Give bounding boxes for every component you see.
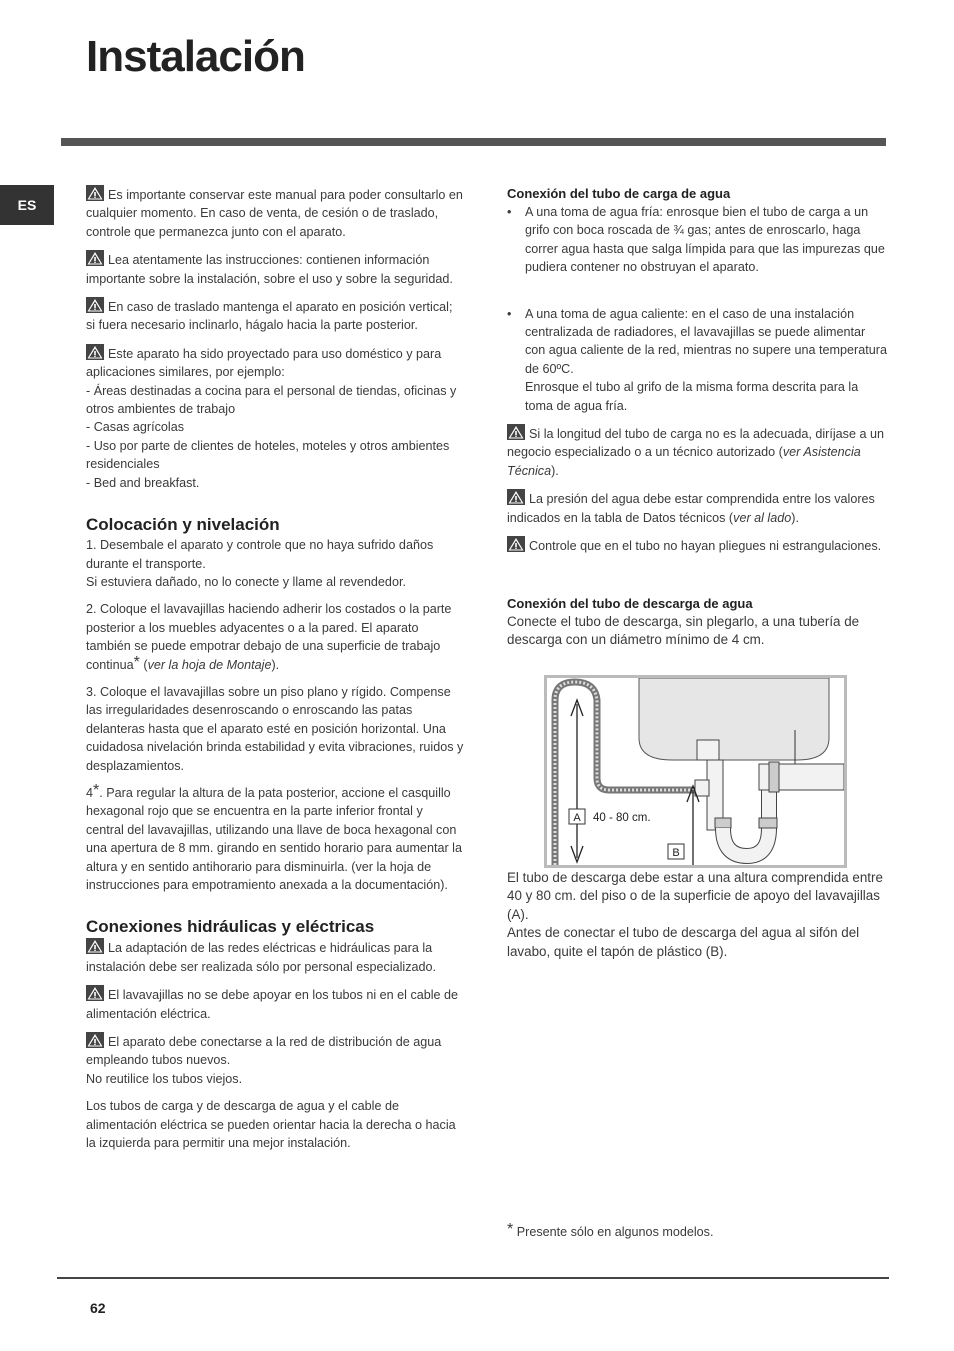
warning-paragraph: Lea atentamente las instrucciones: contienen información importante sobre la instalación, sobre el uso y sobre la seguridad. <box>86 250 464 288</box>
warning-icon <box>507 489 525 505</box>
height-range-label: 40 - 80 cm. <box>593 812 651 824</box>
warning-icon <box>86 1032 104 1048</box>
warning-paragraph: El lavavajillas no se debe apoyar en los tubos ni en el cable de alimentación eléctrica. <box>86 985 464 1023</box>
left-column <box>86 185 464 1161</box>
language-tab: ES <box>0 185 54 225</box>
asterisk: * <box>133 653 140 671</box>
page-title: Instalación <box>86 32 305 81</box>
usage-item: - Áreas destinadas a cocina para el personal de tiendas, oficinas y otros ambientes de trabajo <box>86 383 457 417</box>
warning-paragraph: Es importante conservar este manual para poder consultarlo en cualquier momento. En caso de venta, de cesión o de traslado, controle que permanezca junto con el aparato. <box>86 185 464 241</box>
page-number: 62 <box>90 1300 106 1316</box>
step-2: 2. Coloque el lavavajillas haciendo adherir los costados o la parte posterior a los muebles adyacentes o a la pared. El aparato también se puede empotrar debajo de una superficie de trabajo continua* (ver la hoja de Montaje). <box>86 602 452 672</box>
bullet-item: • A una toma de agua fría: enrosque bien el tubo de carga a un grifo con boca roscada de ¾ gas; antes de enroscarlo, haga correr agua hasta que salga límpida para que las impurezas que pudiera contener no obstruyan el aparato. <box>507 205 885 275</box>
warning-paragraph: El aparato debe conectarse a la red de distribución de agua empleando tubos nuevos. No reutilice los tubos viejos. <box>86 1032 464 1088</box>
warning-paragraph: Controle que en el tubo no hayan pliegues ni estrangulaciones. <box>507 536 887 555</box>
footer-rule <box>57 1277 889 1279</box>
section-heading-colocacion: Colocación y nivelación <box>86 515 280 535</box>
body-paragraph: El tubo de descarga debe estar a una altura comprendida entre 40 y 80 cm. del piso o de la superficie de apoyo del lavavajillas (A). Antes de conectar el tubo de descarga del agua al sifón del lavabo, quite el tapón de plástico (B). <box>507 869 883 959</box>
warning-icon <box>507 536 525 552</box>
warning-icon <box>86 185 104 201</box>
step-3: 3. Coloque el lavavajillas sobre un piso plano y rígido. Compense las irregularidades desenroscando o enroscando las patas delanteras hasta que el aparato esté en posición horizontal. Una cuidadosa nivelación brinda estabilidad y evita vibraciones, ruidos y desplazamientos. <box>86 684 464 773</box>
step-1: 1. Desembale el aparato y controle que no haya sufrido daños durante el transporte. Si estuviera dañado, no lo conecte y llame al revendedor. <box>86 538 434 589</box>
body-paragraph: Conecte el tubo de descarga, sin plegarlo, a una tubería de descarga con un diámetro mínimo de 4 cm. <box>507 613 860 647</box>
label-b: B <box>672 847 680 859</box>
warning-icon <box>507 424 525 440</box>
warning-icon <box>86 985 104 1001</box>
body-paragraph: Los tubos de carga y de descarga de agua y el cable de alimentación eléctrica se pueden orientar hacia la derecha o hacia la izquierda para permitir una mejor instalación. <box>86 1099 456 1151</box>
usage-item: - Casas agrícolas <box>86 420 184 435</box>
warning-paragraph: En caso de traslado mantenga el aparato en posición vertical; si fuera necesario inclinarlo, hágalo hacia la parte posterior. <box>86 297 464 335</box>
warning-icon <box>86 344 104 360</box>
footnote: * Presente sólo en algunos modelos. <box>507 1221 714 1239</box>
warning-paragraph: La presión del agua debe estar comprendida entre los valores indicados en la tabla de Datos técnicos (ver al lado). <box>507 489 887 527</box>
label-a: A <box>573 812 581 824</box>
warning-paragraph: Si la longitud del tubo de carga no es la adecuada, diríjase a un negocio especializado o a un técnico autorizado (ver Asistencia Técnica). <box>507 424 887 480</box>
warning-paragraph: Este aparato ha sido proyectado para uso doméstico y para aplicaciones similares, por ejemplo: - Áreas destinadas a cocina para el personal de tiendas, oficinas y otros ambientes de trabajo - Casas agrícolas - Uso por parte de clientes de hoteles, moteles y otros ambientes residenciales - Bed and breakfast. <box>86 344 464 492</box>
drain-diagram-graphic <box>547 678 844 865</box>
header-rule <box>61 138 886 146</box>
warning-icon <box>86 938 104 954</box>
step-4: 4*. Para regular la altura de la pata posterior, accione el casquillo hexagonal rojo que se encuentra en la parte inferior frontal y central del lavavajillas, utilizando una llave de boca hexagonal con una apertura de 8 mm. girando en sentido horario para aumentar la altura y en sentido antihorario para disminuirla. (ver la hoja de instrucciones para empotramiento anexada a la documentación). <box>86 781 462 892</box>
usage-item: - Bed and breakfast. <box>86 475 200 490</box>
usage-item: - Uso por parte de clientes de hoteles, moteles y otros ambientes residenciales <box>86 438 450 472</box>
bullet-item: • A una toma de agua caliente: en el caso de una instalación centralizada de radiadores, el lavavajillas se puede alimentar con agua caliente de la red, mientras no supere una temperatura de 60ºC. Enrosque el tubo al grifo de la misma forma descrita para la toma de agua fría. <box>507 306 887 413</box>
heading-carga: Conexión del tubo de carga de agua <box>507 186 731 201</box>
section-heading-conexiones: Conexiones hidráulicas y eléctricas <box>86 917 375 937</box>
drain-hose-diagram <box>544 675 847 868</box>
warning-icon <box>86 250 104 266</box>
heading-descarga: Conexión del tubo de descarga de agua <box>507 595 753 611</box>
warning-paragraph: La adaptación de las redes eléctricas e hidráulicas para la instalación debe ser realizada sólo por personal especializado. <box>86 938 464 976</box>
asterisk: * <box>93 781 100 799</box>
warning-icon <box>86 297 104 313</box>
